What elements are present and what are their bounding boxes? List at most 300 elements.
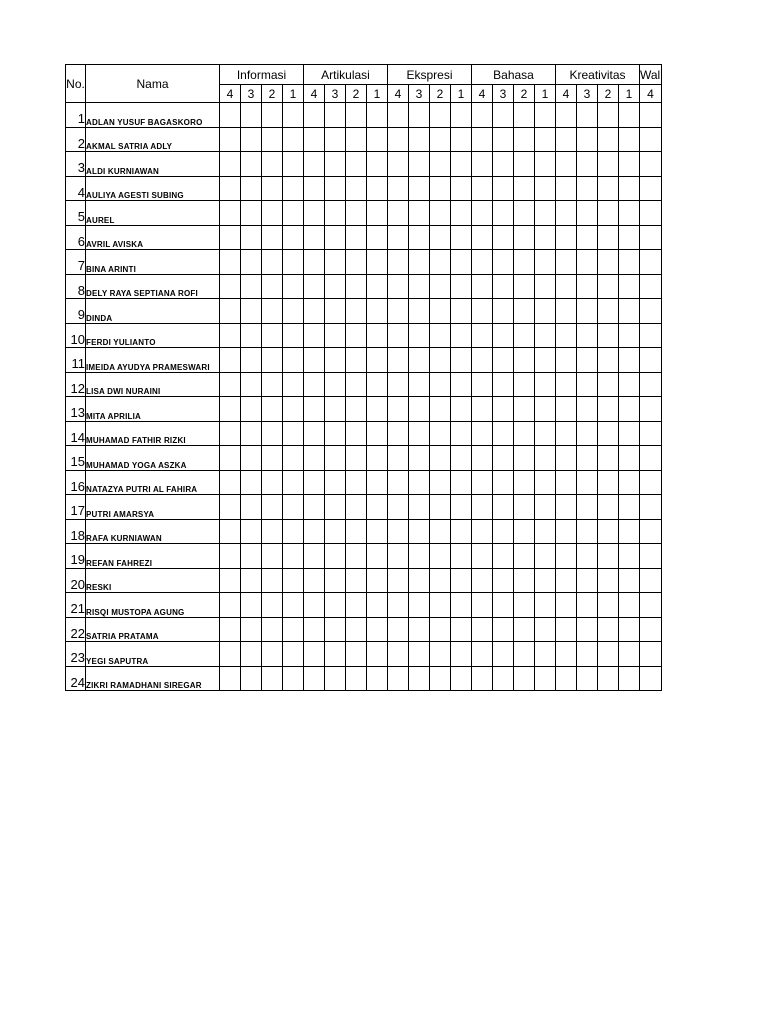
score-cell[interactable] xyxy=(262,470,283,495)
score-cell[interactable] xyxy=(346,176,367,201)
score-cell[interactable] xyxy=(430,176,451,201)
score-cell[interactable] xyxy=(409,593,430,618)
score-cell[interactable] xyxy=(283,642,304,667)
score-cell[interactable] xyxy=(598,250,619,275)
score-cell[interactable] xyxy=(514,470,535,495)
score-cell[interactable] xyxy=(367,348,388,373)
score-cell[interactable] xyxy=(304,372,325,397)
score-cell[interactable] xyxy=(325,372,346,397)
score-cell[interactable] xyxy=(430,250,451,275)
score-cell[interactable] xyxy=(640,152,662,177)
score-cell[interactable] xyxy=(262,666,283,691)
score-cell[interactable] xyxy=(556,544,577,569)
score-cell[interactable] xyxy=(619,323,640,348)
score-cell[interactable] xyxy=(472,421,493,446)
score-cell[interactable] xyxy=(304,127,325,152)
score-cell[interactable] xyxy=(619,127,640,152)
score-cell[interactable] xyxy=(556,225,577,250)
score-cell[interactable] xyxy=(283,495,304,520)
score-cell[interactable] xyxy=(346,348,367,373)
score-cell[interactable] xyxy=(241,544,262,569)
score-cell[interactable] xyxy=(388,103,409,128)
score-cell[interactable] xyxy=(472,593,493,618)
score-cell[interactable] xyxy=(220,103,241,128)
score-cell[interactable] xyxy=(325,299,346,324)
score-cell[interactable] xyxy=(409,446,430,471)
score-cell[interactable] xyxy=(304,176,325,201)
score-cell[interactable] xyxy=(388,666,409,691)
score-cell[interactable] xyxy=(409,201,430,226)
score-cell[interactable] xyxy=(472,299,493,324)
score-cell[interactable] xyxy=(241,348,262,373)
score-cell[interactable] xyxy=(388,176,409,201)
score-cell[interactable] xyxy=(283,519,304,544)
score-cell[interactable] xyxy=(304,470,325,495)
score-cell[interactable] xyxy=(619,397,640,422)
score-cell[interactable] xyxy=(409,568,430,593)
score-cell[interactable] xyxy=(451,250,472,275)
score-cell[interactable] xyxy=(619,421,640,446)
score-cell[interactable] xyxy=(619,642,640,667)
score-cell[interactable] xyxy=(304,201,325,226)
score-cell[interactable] xyxy=(451,348,472,373)
score-cell[interactable] xyxy=(262,127,283,152)
score-cell[interactable] xyxy=(598,470,619,495)
score-cell[interactable] xyxy=(472,519,493,544)
score-cell[interactable] xyxy=(514,299,535,324)
score-cell[interactable] xyxy=(220,397,241,422)
score-cell[interactable] xyxy=(619,274,640,299)
score-cell[interactable] xyxy=(388,617,409,642)
score-cell[interactable] xyxy=(325,421,346,446)
score-cell[interactable] xyxy=(619,372,640,397)
score-cell[interactable] xyxy=(619,519,640,544)
score-cell[interactable] xyxy=(640,103,662,128)
score-cell[interactable] xyxy=(325,152,346,177)
score-cell[interactable] xyxy=(283,323,304,348)
score-cell[interactable] xyxy=(262,323,283,348)
score-cell[interactable] xyxy=(283,421,304,446)
score-cell[interactable] xyxy=(262,176,283,201)
score-cell[interactable] xyxy=(535,152,556,177)
score-cell[interactable] xyxy=(493,152,514,177)
score-cell[interactable] xyxy=(367,152,388,177)
score-cell[interactable] xyxy=(388,642,409,667)
score-cell[interactable] xyxy=(598,568,619,593)
score-cell[interactable] xyxy=(304,103,325,128)
score-cell[interactable] xyxy=(262,495,283,520)
score-cell[interactable] xyxy=(325,666,346,691)
score-cell[interactable] xyxy=(619,152,640,177)
score-cell[interactable] xyxy=(514,127,535,152)
score-cell[interactable] xyxy=(514,666,535,691)
score-cell[interactable] xyxy=(451,372,472,397)
score-cell[interactable] xyxy=(346,421,367,446)
score-cell[interactable] xyxy=(640,421,662,446)
score-cell[interactable] xyxy=(304,666,325,691)
score-cell[interactable] xyxy=(325,397,346,422)
score-cell[interactable] xyxy=(262,593,283,618)
score-cell[interactable] xyxy=(283,201,304,226)
score-cell[interactable] xyxy=(388,250,409,275)
score-cell[interactable] xyxy=(304,519,325,544)
score-cell[interactable] xyxy=(493,372,514,397)
score-cell[interactable] xyxy=(409,274,430,299)
score-cell[interactable] xyxy=(430,495,451,520)
score-cell[interactable] xyxy=(241,593,262,618)
score-cell[interactable] xyxy=(241,666,262,691)
score-cell[interactable] xyxy=(346,642,367,667)
score-cell[interactable] xyxy=(640,446,662,471)
score-cell[interactable] xyxy=(556,176,577,201)
score-cell[interactable] xyxy=(598,421,619,446)
score-cell[interactable] xyxy=(514,274,535,299)
score-cell[interactable] xyxy=(367,495,388,520)
score-cell[interactable] xyxy=(241,397,262,422)
score-cell[interactable] xyxy=(640,127,662,152)
score-cell[interactable] xyxy=(262,201,283,226)
score-cell[interactable] xyxy=(556,446,577,471)
score-cell[interactable] xyxy=(220,299,241,324)
score-cell[interactable] xyxy=(535,568,556,593)
score-cell[interactable] xyxy=(577,299,598,324)
score-cell[interactable] xyxy=(493,593,514,618)
score-cell[interactable] xyxy=(262,225,283,250)
score-cell[interactable] xyxy=(346,593,367,618)
score-cell[interactable] xyxy=(304,225,325,250)
score-cell[interactable] xyxy=(577,446,598,471)
score-cell[interactable] xyxy=(451,299,472,324)
score-cell[interactable] xyxy=(472,446,493,471)
score-cell[interactable] xyxy=(283,593,304,618)
score-cell[interactable] xyxy=(577,642,598,667)
score-cell[interactable] xyxy=(472,372,493,397)
score-cell[interactable] xyxy=(472,397,493,422)
score-cell[interactable] xyxy=(262,103,283,128)
score-cell[interactable] xyxy=(556,495,577,520)
score-cell[interactable] xyxy=(325,176,346,201)
score-cell[interactable] xyxy=(283,225,304,250)
score-cell[interactable] xyxy=(577,127,598,152)
score-cell[interactable] xyxy=(304,323,325,348)
score-cell[interactable] xyxy=(430,127,451,152)
score-cell[interactable] xyxy=(430,519,451,544)
score-cell[interactable] xyxy=(577,323,598,348)
score-cell[interactable] xyxy=(388,225,409,250)
score-cell[interactable] xyxy=(325,593,346,618)
score-cell[interactable] xyxy=(367,421,388,446)
score-cell[interactable] xyxy=(346,274,367,299)
score-cell[interactable] xyxy=(514,372,535,397)
score-cell[interactable] xyxy=(367,519,388,544)
score-cell[interactable] xyxy=(472,348,493,373)
score-cell[interactable] xyxy=(451,274,472,299)
score-cell[interactable] xyxy=(409,397,430,422)
score-cell[interactable] xyxy=(409,250,430,275)
score-cell[interactable] xyxy=(346,519,367,544)
score-cell[interactable] xyxy=(409,666,430,691)
score-cell[interactable] xyxy=(283,152,304,177)
score-cell[interactable] xyxy=(241,201,262,226)
score-cell[interactable] xyxy=(241,519,262,544)
score-cell[interactable] xyxy=(619,176,640,201)
score-cell[interactable] xyxy=(598,323,619,348)
score-cell[interactable] xyxy=(409,617,430,642)
score-cell[interactable] xyxy=(304,250,325,275)
score-cell[interactable] xyxy=(640,568,662,593)
score-cell[interactable] xyxy=(367,127,388,152)
score-cell[interactable] xyxy=(283,299,304,324)
score-cell[interactable] xyxy=(598,519,619,544)
score-cell[interactable] xyxy=(514,225,535,250)
score-cell[interactable] xyxy=(556,152,577,177)
score-cell[interactable] xyxy=(241,372,262,397)
score-cell[interactable] xyxy=(367,446,388,471)
score-cell[interactable] xyxy=(346,372,367,397)
score-cell[interactable] xyxy=(367,299,388,324)
score-cell[interactable] xyxy=(472,642,493,667)
score-cell[interactable] xyxy=(535,274,556,299)
score-cell[interactable] xyxy=(241,299,262,324)
score-cell[interactable] xyxy=(619,593,640,618)
score-cell[interactable] xyxy=(598,666,619,691)
score-cell[interactable] xyxy=(346,617,367,642)
score-cell[interactable] xyxy=(388,201,409,226)
score-cell[interactable] xyxy=(556,299,577,324)
score-cell[interactable] xyxy=(556,421,577,446)
score-cell[interactable] xyxy=(619,201,640,226)
score-cell[interactable] xyxy=(304,299,325,324)
score-cell[interactable] xyxy=(472,568,493,593)
score-cell[interactable] xyxy=(640,299,662,324)
score-cell[interactable] xyxy=(598,593,619,618)
score-cell[interactable] xyxy=(430,397,451,422)
score-cell[interactable] xyxy=(220,666,241,691)
score-cell[interactable] xyxy=(514,544,535,569)
score-cell[interactable] xyxy=(430,103,451,128)
score-cell[interactable] xyxy=(346,323,367,348)
score-cell[interactable] xyxy=(598,152,619,177)
score-cell[interactable] xyxy=(283,250,304,275)
score-cell[interactable] xyxy=(640,519,662,544)
score-cell[interactable] xyxy=(640,544,662,569)
score-cell[interactable] xyxy=(493,495,514,520)
score-cell[interactable] xyxy=(220,617,241,642)
score-cell[interactable] xyxy=(304,421,325,446)
score-cell[interactable] xyxy=(304,446,325,471)
score-cell[interactable] xyxy=(304,348,325,373)
score-cell[interactable] xyxy=(241,642,262,667)
score-cell[interactable] xyxy=(325,642,346,667)
score-cell[interactable] xyxy=(304,544,325,569)
score-cell[interactable] xyxy=(367,397,388,422)
score-cell[interactable] xyxy=(556,201,577,226)
score-cell[interactable] xyxy=(220,421,241,446)
score-cell[interactable] xyxy=(577,274,598,299)
score-cell[interactable] xyxy=(640,372,662,397)
score-cell[interactable] xyxy=(325,519,346,544)
score-cell[interactable] xyxy=(325,446,346,471)
score-cell[interactable] xyxy=(619,544,640,569)
score-cell[interactable] xyxy=(346,470,367,495)
score-cell[interactable] xyxy=(304,593,325,618)
score-cell[interactable] xyxy=(577,250,598,275)
score-cell[interactable] xyxy=(598,348,619,373)
score-cell[interactable] xyxy=(430,568,451,593)
score-cell[interactable] xyxy=(451,446,472,471)
score-cell[interactable] xyxy=(535,421,556,446)
score-cell[interactable] xyxy=(241,446,262,471)
score-cell[interactable] xyxy=(514,617,535,642)
score-cell[interactable] xyxy=(514,568,535,593)
score-cell[interactable] xyxy=(640,274,662,299)
score-cell[interactable] xyxy=(241,568,262,593)
score-cell[interactable] xyxy=(556,372,577,397)
score-cell[interactable] xyxy=(409,323,430,348)
score-cell[interactable] xyxy=(241,225,262,250)
score-cell[interactable] xyxy=(283,544,304,569)
score-cell[interactable] xyxy=(451,103,472,128)
score-cell[interactable] xyxy=(514,152,535,177)
score-cell[interactable] xyxy=(472,495,493,520)
score-cell[interactable] xyxy=(262,274,283,299)
score-cell[interactable] xyxy=(619,568,640,593)
score-cell[interactable] xyxy=(493,642,514,667)
score-cell[interactable] xyxy=(304,274,325,299)
score-cell[interactable] xyxy=(556,617,577,642)
score-cell[interactable] xyxy=(577,593,598,618)
score-cell[interactable] xyxy=(514,250,535,275)
score-cell[interactable] xyxy=(598,274,619,299)
score-cell[interactable] xyxy=(220,446,241,471)
score-cell[interactable] xyxy=(556,470,577,495)
score-cell[interactable] xyxy=(283,348,304,373)
score-cell[interactable] xyxy=(640,617,662,642)
score-cell[interactable] xyxy=(367,250,388,275)
score-cell[interactable] xyxy=(577,519,598,544)
score-cell[interactable] xyxy=(409,299,430,324)
score-cell[interactable] xyxy=(367,666,388,691)
score-cell[interactable] xyxy=(535,470,556,495)
score-cell[interactable] xyxy=(220,323,241,348)
score-cell[interactable] xyxy=(367,225,388,250)
score-cell[interactable] xyxy=(493,446,514,471)
score-cell[interactable] xyxy=(220,642,241,667)
score-cell[interactable] xyxy=(388,446,409,471)
score-cell[interactable] xyxy=(262,250,283,275)
score-cell[interactable] xyxy=(451,593,472,618)
score-cell[interactable] xyxy=(325,470,346,495)
score-cell[interactable] xyxy=(241,421,262,446)
score-cell[interactable] xyxy=(430,201,451,226)
score-cell[interactable] xyxy=(325,323,346,348)
score-cell[interactable] xyxy=(367,593,388,618)
score-cell[interactable] xyxy=(451,470,472,495)
score-cell[interactable] xyxy=(346,225,367,250)
score-cell[interactable] xyxy=(262,446,283,471)
score-cell[interactable] xyxy=(430,348,451,373)
score-cell[interactable] xyxy=(409,372,430,397)
score-cell[interactable] xyxy=(430,225,451,250)
score-cell[interactable] xyxy=(535,201,556,226)
score-cell[interactable] xyxy=(556,519,577,544)
score-cell[interactable] xyxy=(283,666,304,691)
score-cell[interactable] xyxy=(367,323,388,348)
score-cell[interactable] xyxy=(619,225,640,250)
score-cell[interactable] xyxy=(493,470,514,495)
score-cell[interactable] xyxy=(262,617,283,642)
score-cell[interactable] xyxy=(430,666,451,691)
score-cell[interactable] xyxy=(346,495,367,520)
score-cell[interactable] xyxy=(346,666,367,691)
score-cell[interactable] xyxy=(220,274,241,299)
score-cell[interactable] xyxy=(283,568,304,593)
score-cell[interactable] xyxy=(472,225,493,250)
score-cell[interactable] xyxy=(493,519,514,544)
score-cell[interactable] xyxy=(619,299,640,324)
score-cell[interactable] xyxy=(556,397,577,422)
score-cell[interactable] xyxy=(304,397,325,422)
score-cell[interactable] xyxy=(640,176,662,201)
score-cell[interactable] xyxy=(640,666,662,691)
score-cell[interactable] xyxy=(367,201,388,226)
score-cell[interactable] xyxy=(325,544,346,569)
score-cell[interactable] xyxy=(262,397,283,422)
score-cell[interactable] xyxy=(577,666,598,691)
score-cell[interactable] xyxy=(388,152,409,177)
score-cell[interactable] xyxy=(451,176,472,201)
score-cell[interactable] xyxy=(619,470,640,495)
score-cell[interactable] xyxy=(640,593,662,618)
score-cell[interactable] xyxy=(220,593,241,618)
score-cell[interactable] xyxy=(304,152,325,177)
score-cell[interactable] xyxy=(640,225,662,250)
score-cell[interactable] xyxy=(409,103,430,128)
score-cell[interactable] xyxy=(409,470,430,495)
score-cell[interactable] xyxy=(388,397,409,422)
score-cell[interactable] xyxy=(535,323,556,348)
score-cell[interactable] xyxy=(577,176,598,201)
score-cell[interactable] xyxy=(430,274,451,299)
score-cell[interactable] xyxy=(577,617,598,642)
score-cell[interactable] xyxy=(535,593,556,618)
score-cell[interactable] xyxy=(346,103,367,128)
score-cell[interactable] xyxy=(514,176,535,201)
score-cell[interactable] xyxy=(577,372,598,397)
score-cell[interactable] xyxy=(346,250,367,275)
score-cell[interactable] xyxy=(556,348,577,373)
score-cell[interactable] xyxy=(577,397,598,422)
score-cell[interactable] xyxy=(241,127,262,152)
score-cell[interactable] xyxy=(451,642,472,667)
score-cell[interactable] xyxy=(451,421,472,446)
score-cell[interactable] xyxy=(388,323,409,348)
score-cell[interactable] xyxy=(472,152,493,177)
score-cell[interactable] xyxy=(241,274,262,299)
score-cell[interactable] xyxy=(430,152,451,177)
score-cell[interactable] xyxy=(367,372,388,397)
score-cell[interactable] xyxy=(514,642,535,667)
score-cell[interactable] xyxy=(493,617,514,642)
score-cell[interactable] xyxy=(598,642,619,667)
score-cell[interactable] xyxy=(472,250,493,275)
score-cell[interactable] xyxy=(346,446,367,471)
score-cell[interactable] xyxy=(493,127,514,152)
score-cell[interactable] xyxy=(388,372,409,397)
score-cell[interactable] xyxy=(451,397,472,422)
score-cell[interactable] xyxy=(220,544,241,569)
score-cell[interactable] xyxy=(472,176,493,201)
